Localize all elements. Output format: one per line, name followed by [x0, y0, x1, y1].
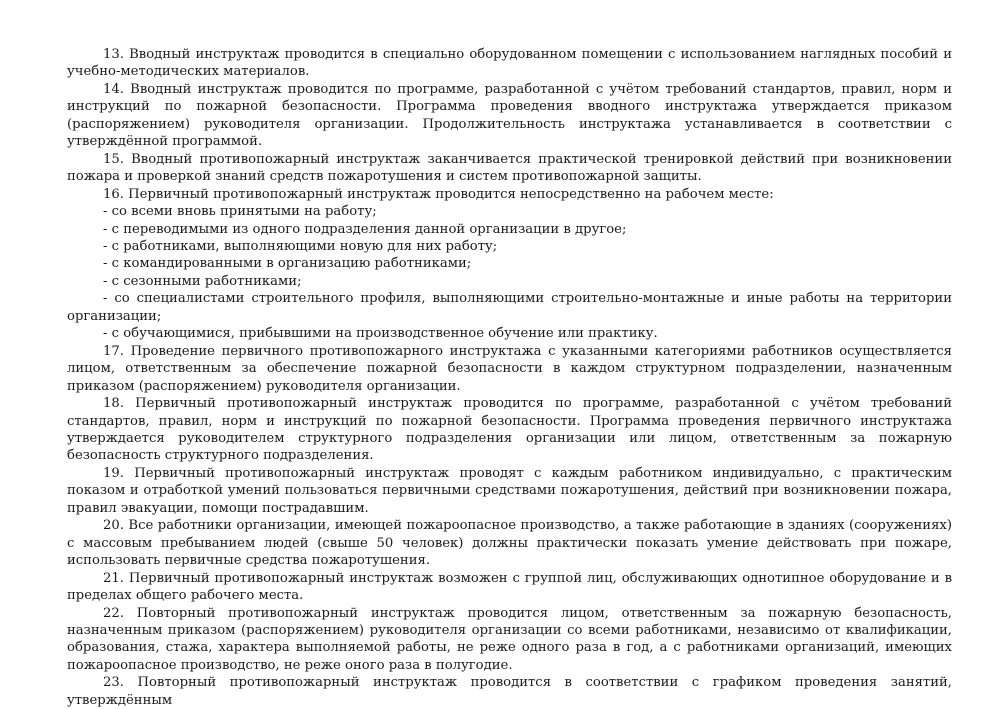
- list-item: - со специалистами строительного профиля, выполняющими строительно-монтажные и иные работы на территории организации;: [67, 291, 952, 324]
- list-item: - с сезонными работниками;: [103, 273, 302, 289]
- paragraph-21: 21. Первичный противопожарный инструктаж возможен с группой лиц, обслуживающих однотипное оборудование и в пределах общего рабочего места.: [67, 570, 952, 604]
- paragraph-17: 17. Проведение первичного противопожарного инструктажа с указанными категориями работников осуществляется лицом, ответственным за обеспечение пожарной безопасности в каждом структурном подразделении, назначенным приказом (распоряжением) руководителя организации.: [67, 343, 952, 394]
- paragraph-13: 13. Вводный инструктаж проводится в специально оборудованном помещении с использованием наглядных пособий и учебно-методических материалов.: [67, 47, 952, 80]
- list-item: - со всеми вновь принятыми на работу;: [103, 204, 377, 220]
- list-item: - с переводимыми из одного подразделения данной организации в другое;: [103, 221, 627, 237]
- paragraph-14: 14. Вводный инструктаж проводится по программе, разработанной с учётом требований стандартов, правил, норм и инструкций по пожарной безопасности. Программа проведения вводного инструктажа утверждается приказом (распоряжением) руководителя организации. Продолжительность инструктажа устанавливается в соответствии с утверждённой программой.: [67, 81, 952, 150]
- paragraph-19: 19. Первичный противопожарный инструктаж проводят с каждым работником индивидуально, с практическим показом и отработкой умений пользоваться первичными средствами пожаротушения, действий при возникновении пожара, правил эвакуации, помощи пострадавшим.: [67, 465, 952, 516]
- paragraph-20: 20. Все работники организации, имеющей пожароопасное производство, а также работающие в зданиях (сооружениях) с массовым пребыванием людей (свыше 50 человек) должны практически показать умение действовать при пожаре, использовать первичные средства пожаротушения.: [67, 518, 952, 569]
- paragraph-23: 23. Повторный противопожарный инструктаж проводится в соответствии с графиком проведения занятий, утверждённым: [67, 675, 952, 708]
- paragraph-15: 15. Вводный противопожарный инструктаж заканчивается практической тренировкой действий при возникновении пожара и проверкой знаний средств пожаротушения и систем противопожарной защиты.: [67, 151, 952, 185]
- document-page: [67, 46, 952, 709]
- paragraph-16: 16. Первичный противопожарный инструктаж проводится непосредственно на рабочем месте:: [103, 186, 774, 202]
- paragraph-22: 22. Повторный противопожарный инструктаж проводится лицом, ответственным за пожарную безопасность, назначенным приказом (распоряжением) руководителя организации со всеми работниками, независимо от квалификации, образования, стажа, характера выполняемой работы, не реже одного раза в год, а с работниками организаций, имеющих пожароопасное производство, не реже оного раза в полугодие.: [67, 605, 952, 673]
- list-item: - с работниками, выполняющими новую для них работу;: [103, 238, 498, 254]
- list-item: - с обучающимися, прибывшими на производственное обучение или практику.: [103, 326, 658, 342]
- paragraph-18: 18. Первичный противопожарный инструктаж проводится по программе, разработанной с учётом требований стандартов, правил, норм и инструкций по пожарной безопасности. Программа проведения первичного инструктажа утверждается руководителем структурного подразделения организации или лицом, ответственным за пожарную безопасность структурного подразделения.: [67, 396, 952, 464]
- list-item: - с командированными в организацию работниками;: [103, 256, 472, 272]
